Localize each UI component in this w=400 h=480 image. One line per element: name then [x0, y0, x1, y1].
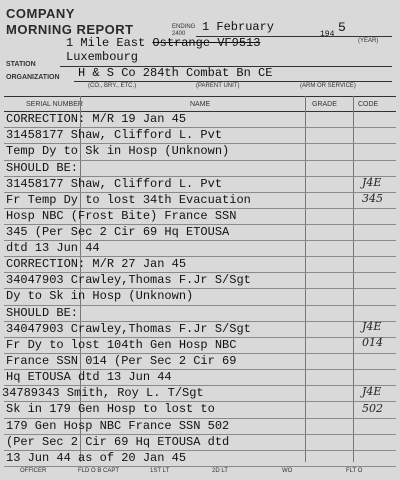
location-line: [66, 36, 260, 50]
entry-line: 34047903 Crawley,Thomas F.Jr S/Sgt: [6, 322, 251, 336]
entry-line: (Per Sec 2 Cir 69 Hq ETOUSA dtd: [6, 435, 230, 449]
entry-line: SHOULD BE:: [6, 161, 79, 175]
location-struck-text: Ostrange VF9513: [152, 36, 261, 50]
column-serial-number: SERIAL NUMBER: [26, 101, 83, 108]
entry-line: France SSN 014 (Per Sec 2 Cir 69: [6, 354, 237, 368]
column-grade: GRADE: [312, 101, 337, 108]
report-title-company: COMPANY: [6, 6, 75, 21]
column-code: CODE: [358, 101, 379, 108]
entry-line: 31458177 Shaw, Clifford L. Pvt: [6, 177, 223, 191]
entry-line: 179 Gen Hosp NBC France SSN 502: [6, 419, 230, 433]
footer-wo: WO: [282, 468, 293, 474]
location-text: 1 Mile East: [66, 36, 153, 50]
entry-line: 13 Jun 44 as of 20 Jan 45: [6, 451, 187, 465]
entry-line: Dy to Sk in Hosp (Unknown): [6, 289, 194, 303]
handwritten-code: 014: [362, 336, 383, 349]
entry-line: Fr Temp Dy to lost 34th Evacuation: [6, 193, 251, 207]
footer-officer: OFFICER: [20, 468, 47, 474]
org-caption-parent: (PARENT UNIT): [196, 83, 240, 89]
entry-line: Hq ETOUSA dtd 13 Jun 44: [6, 370, 172, 384]
handwritten-code: J4E: [362, 385, 382, 398]
handwritten-code: J4E: [362, 176, 382, 189]
entry-line: CORRECTION: M/R 19 Jan 45: [6, 112, 187, 126]
organization-rule: [74, 81, 392, 82]
handwritten-code: 345: [362, 192, 383, 205]
organization-value: H & S Co 284th Combat Bn CE: [78, 66, 273, 80]
entry-line: 34789343 Smith, Roy L. T/Sgt: [2, 386, 204, 400]
line-rule: [4, 466, 396, 467]
column-name: NAME: [190, 101, 211, 108]
footer-flt-o: FLT O: [346, 468, 363, 474]
handwritten-code: 502: [362, 402, 383, 415]
station-value: Luxembourg: [66, 50, 139, 64]
column-divider-code: [353, 96, 354, 462]
report-title-morning-report: MORNING REPORT: [6, 22, 134, 37]
entry-line: dtd 13 Jun 44: [6, 241, 100, 255]
org-caption-company: (CO., BRY., ETC.): [88, 83, 137, 89]
entry-line: 31458177 Shaw, Clifford L. Pvt: [6, 128, 223, 142]
ending-sub-label: 2400: [172, 31, 186, 37]
entry-line: Temp Dy to Sk in Hosp (Unknown): [6, 144, 230, 158]
year-prefix: 194: [320, 30, 335, 39]
org-caption-arm: (ARM OR SERVICE): [300, 83, 356, 89]
entry-line: Fr Dy to lost 104th Gen Hosp NBC: [6, 338, 237, 352]
footer-fld-o-capt: FLD O B CAPT: [78, 468, 120, 474]
footer-1st-lt: 1ST LT: [150, 468, 170, 474]
year-digit: 5: [338, 20, 346, 35]
entry-line: CORRECTION: M/R 27 Jan 45: [6, 257, 187, 271]
entry-line: SHOULD BE:: [6, 306, 79, 320]
entry-line: 345 (Per Sec 2 Cir 69 Hq ETOUSA: [6, 225, 230, 239]
entry-line: Hosp NBC (Frost Bite) France SSN: [6, 209, 237, 223]
handwritten-code: J4E: [362, 320, 382, 333]
column-header-top-rule: [4, 96, 396, 97]
footer-2d-lt: 2D LT: [212, 468, 228, 474]
column-divider-grade: [305, 96, 306, 462]
entry-line: 34047903 Crawley,Thomas F.Jr S/Sgt: [6, 273, 251, 287]
entry-line: Sk in 179 Gen Hosp to lost to: [6, 402, 215, 416]
year-caption: (YEAR): [358, 38, 379, 44]
organization-label: ORGANIZATION: [6, 74, 60, 81]
ending-label: ENDING: [172, 24, 196, 30]
station-label: STATION: [6, 61, 36, 68]
ending-date: 1 February: [202, 20, 275, 34]
